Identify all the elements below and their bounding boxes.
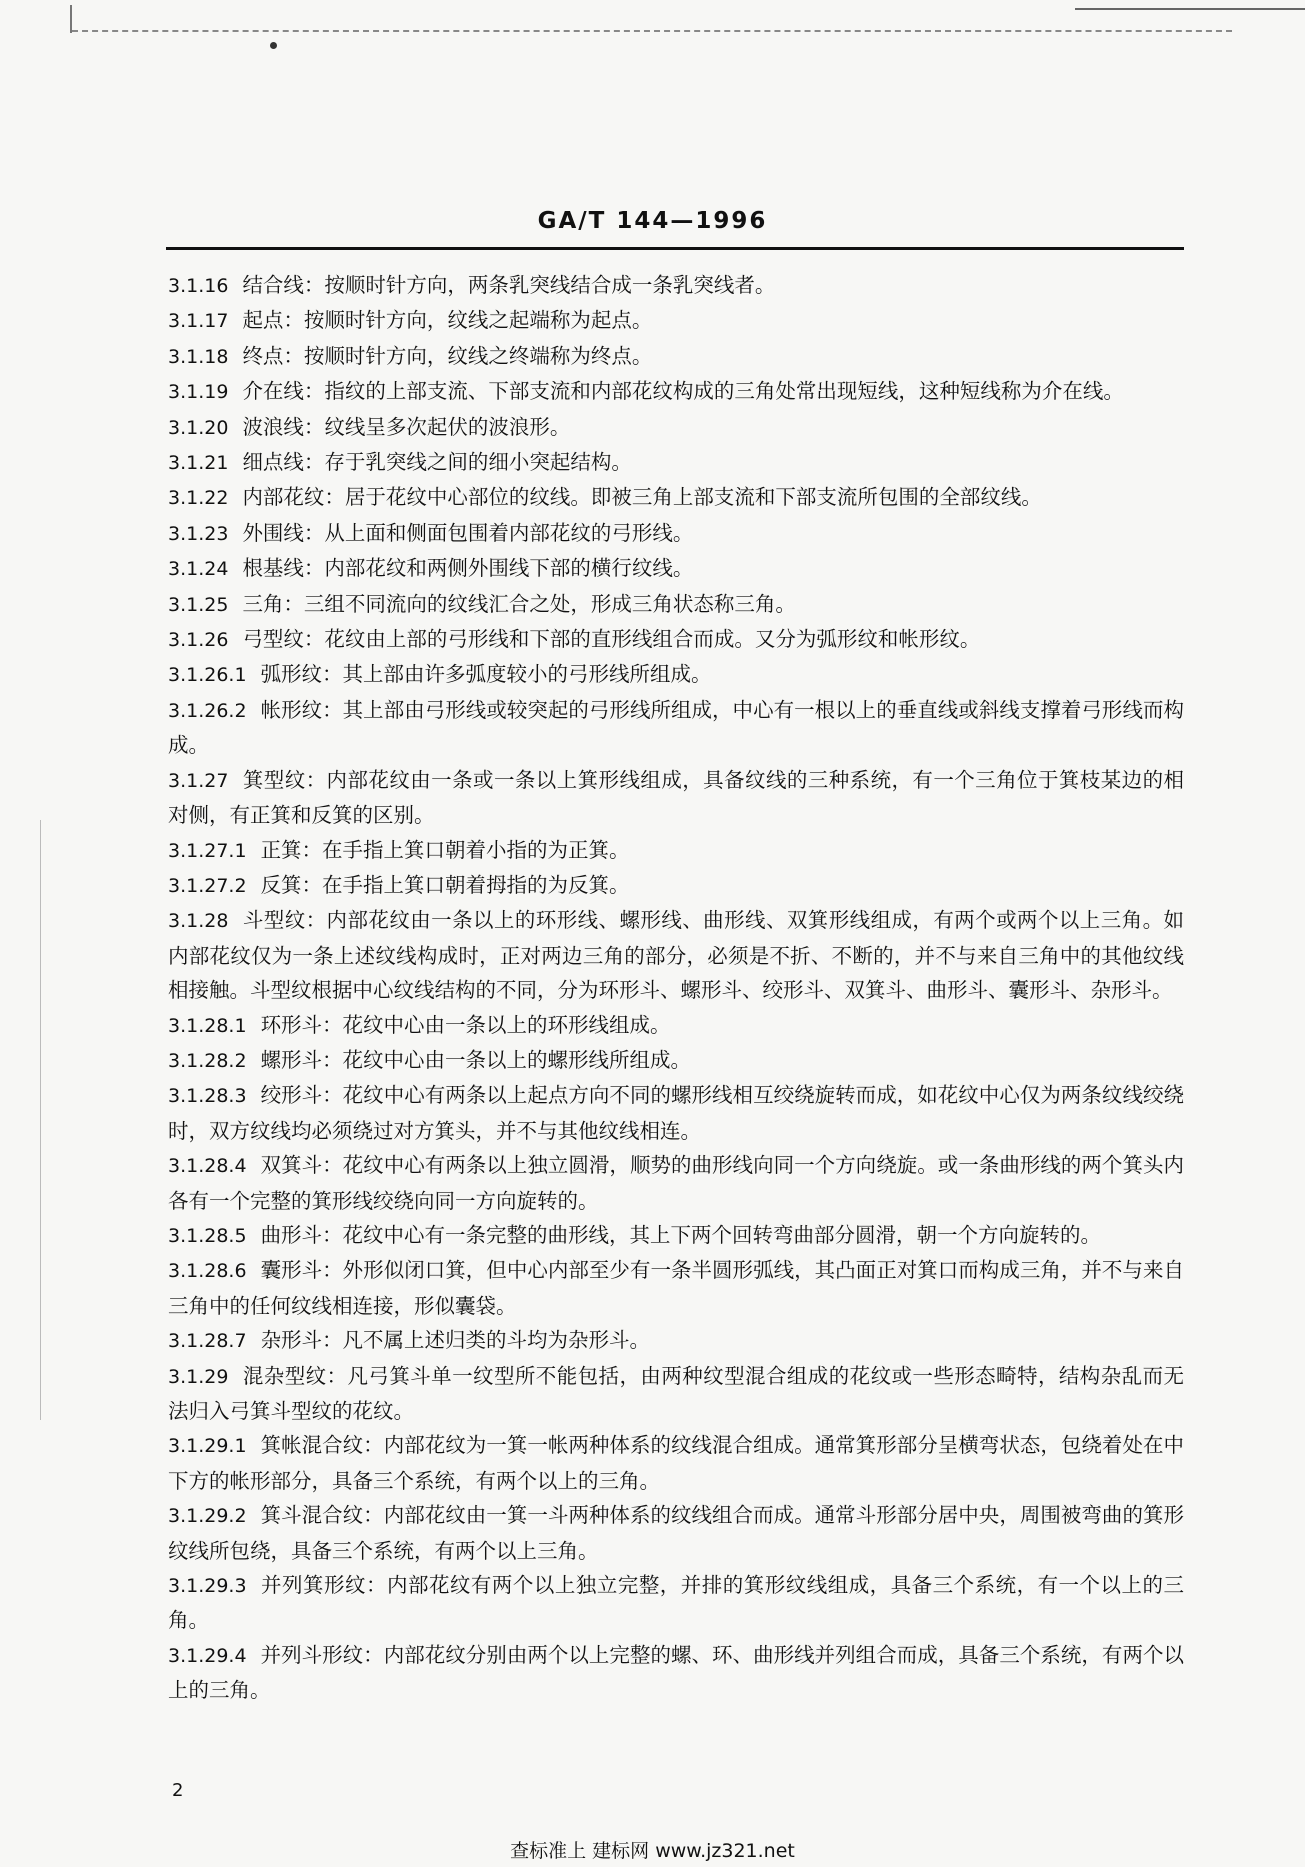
clause-number: 3.1.28.1 [168,1014,247,1037]
clause-text: 弓型纹：花纹由上部的弓形线和下部的直形线组合而成。又分为弧形纹和帐形纹。 [242,627,981,652]
clause-number: 3.1.23 [168,522,229,545]
clause-number: 3.1.27.1 [168,839,247,862]
clause-text: 终点：按顺时针方向，纹线之终端称为终点。 [242,343,653,368]
clause-number: 3.1.29.4 [168,1644,247,1667]
clause-number: 3.1.28.7 [168,1330,247,1353]
clause-text: 起点：按顺时针方向，纹线之起端称为起点。 [242,308,653,333]
clause-text: 结合线：按顺时针方向，两条乳突线结合成一条乳突线者。 [242,273,776,297]
definition-entry [168,374,1184,409]
clause-number: 3.1.29.3 [168,1575,247,1598]
clause-text: 杂形斗：凡不属上述归类的斗均为杂形斗。 [260,1328,651,1353]
clause-text: 并列箕形纹：内部花纹有两个以上独立完整，并排的箕形纹线组成，具备三个系统，有一个以上的三角。 [168,1573,1184,1633]
document-header: GA/T 144—1996 [537,208,768,234]
clause-text: 正箕：在手指上箕口朝着小指的为正箕。 [260,837,630,862]
footer-watermark: 查标准上 建标网 www.jz321.net [510,1840,795,1862]
clause-text: 螺形斗：花纹中心由一条以上的螺形线所组成。 [260,1047,692,1072]
definition-entry [168,622,1184,657]
definition-entry [168,1008,1184,1043]
scan-artifact-tick [70,5,72,33]
clause-number: 3.1.27.2 [168,874,247,897]
definition-entry [168,1638,1184,1708]
clause-text: 内部花纹：居于花纹中心部位的纹线。即被三角上部支流和下部支流所包围的全部纹线。 [242,485,1042,510]
definition-entry [168,1428,1184,1498]
clause-number: 3.1.18 [168,345,229,368]
definition-entry [168,1498,1184,1568]
definition-entry [168,763,1184,833]
clause-number: 3.1.26.1 [168,664,247,687]
clause-text: 介在线：指纹的上部支流、下部支流和内部花纹构成的三角处常出现短线，这种短线称为介在线。 [242,379,1124,404]
clause-text: 波浪线：纹线呈多次起伏的波浪形。 [242,414,571,439]
definition-entry [168,1568,1184,1638]
clause-text: 混杂型纹：凡弓箕斗单一纹型所不能包括，由两种纹型混合组成的花纹或一些形态畸特，结构杂乱而无法归入弓箕斗型纹的花纹。 [168,1363,1184,1423]
clause-number: 3.1.28.6 [168,1260,247,1283]
definition-entry [168,1218,1184,1253]
clause-number: 3.1.29 [168,1365,229,1388]
clause-number: 3.1.25 [168,593,229,616]
definition-entry [168,516,1184,551]
definition-entry [168,1148,1184,1218]
clause-text: 斗型纹：内部花纹由一条以上的环形线、螺形线、曲形线、双箕形线组成，有两个或两个以上三角。如内部花纹仅为一条上述纹线构成时，正对两边三角的部分，必须是不折、不断的，并不与来自三角中的其他纹线相接触。斗型纹根据中心纹线结构的不同，分为环形斗、螺形斗、绞形斗、双箕斗、曲形斗、囊形斗、杂形斗。 [168,908,1184,1003]
definition-entry [168,1253,1184,1323]
clause-text: 绞形斗：花纹中心有两条以上起点方向不同的螺形线相互绞绕旋转而成，如花纹中心仅为两条纹线绞绕时，双方纹线均必须绕过对方箕头，并不与其他纹线相连。 [168,1083,1184,1143]
definition-entry [168,268,1184,303]
scan-artifact-top-line [72,30,1232,32]
clause-number: 3.1.28.3 [168,1085,247,1108]
clause-text: 双箕斗：花纹中心有两条以上独立圆滑，顺势的曲形线向同一个方向绕旋。或一条曲形线的两个箕头内各有一个完整的箕形线绞绕向同一方向旋转的。 [168,1153,1184,1213]
definition-entry [168,1323,1184,1358]
scan-artifact-dot [270,42,277,49]
clause-number: 3.1.27 [168,769,229,792]
clause-text: 三角：三组不同流向的纹线汇合之处，形成三角状态称三角。 [242,591,796,616]
clause-text: 细点线：存于乳突线之间的细小突起结构。 [242,450,632,475]
definition-entry [168,480,1184,515]
definition-entry [168,657,1184,692]
clause-text: 根基线：内部花纹和两侧外围线下部的横行纹线。 [242,556,694,581]
clause-text: 曲形斗：花纹中心有一条完整的曲形线，其上下两个回转弯曲部分圆滑，朝一个方向旋转的。 [260,1222,1102,1247]
clause-number: 3.1.20 [168,416,229,439]
definition-entry [168,903,1184,1007]
clause-text: 并列斗形纹：内部花纹分别由两个以上完整的螺、环、曲形线并列组合而成，具备三个系统，有两个以上的三角。 [168,1642,1184,1703]
clause-number: 3.1.29.1 [168,1435,247,1458]
clause-number: 3.1.28.4 [168,1155,247,1178]
document-body [168,268,1184,1708]
definition-entry [168,551,1184,586]
definition-entry [168,1043,1184,1078]
clause-number: 3.1.26.2 [168,699,247,722]
clause-number: 3.1.24 [168,558,229,581]
clause-text: 箕帐混合纹：内部花纹为一箕一帐两种体系的纹线混合组成。通常箕形部分呈横弯状态，包绕着处在中下方的帐形部分，具备三个系统，有两个以上的三角。 [168,1433,1184,1493]
clause-text: 外围线：从上面和侧面包围着内部花纹的弓形线。 [242,520,694,545]
clause-number: 3.1.28.2 [168,1049,247,1072]
definition-entry [168,587,1184,622]
scan-artifact-edge [40,820,41,1420]
clause-number: 3.1.28.5 [168,1224,247,1247]
clause-number: 3.1.16 [168,275,229,297]
clause-text: 反箕：在手指上箕口朝着拇指的为反箕。 [260,872,630,897]
definition-entry [168,410,1184,445]
clause-number: 3.1.22 [168,487,229,510]
clause-text: 弧形纹：其上部由许多弧度较小的弓形线所组成。 [260,662,712,687]
clause-number: 3.1.19 [168,381,229,404]
clause-text: 箕型纹：内部花纹由一条或一条以上箕形线组成，具备纹线的三种系统，有一个三角位于箕枝某边的相对侧，有正箕和反箕的区别。 [168,767,1184,828]
clause-number: 3.1.26 [168,629,229,652]
clause-number: 3.1.28 [168,910,229,933]
definition-entry [168,1359,1184,1429]
definition-entry [168,693,1184,763]
definition-entry [168,868,1184,903]
clause-number: 3.1.29.2 [168,1505,247,1528]
definition-entry [168,445,1184,480]
definition-entry [168,833,1184,868]
clause-number: 3.1.21 [168,452,229,475]
definition-entry [168,1078,1184,1148]
clause-number: 3.1.17 [168,310,229,333]
page-number: 2 [172,1780,184,1801]
clause-text: 箕斗混合纹：内部花纹由一箕一斗两种体系的纹线组合而成。通常斗形部分居中央，周围被弯曲的箕形纹线所包绕，具备三个系统，有两个以上三角。 [168,1503,1184,1563]
definition-entry [168,339,1184,374]
scan-artifact-corner-line [1075,8,1305,10]
clause-text: 帐形纹：其上部由弓形线或较突起的弓形线所组成，中心有一根以上的垂直线或斜线支撑着弓形线而构成。 [168,697,1184,758]
clause-text: 环形斗：花纹中心由一条以上的环形线组成。 [260,1012,671,1037]
header-rule [166,247,1184,250]
clause-text: 囊形斗：外形似闭口箕，但中心内部至少有一条半圆形弧线，其凸面正对箕口而构成三角，并不与来自三角中的任何纹线相连接，形似囊袋。 [168,1258,1184,1318]
definition-entry [168,303,1184,338]
